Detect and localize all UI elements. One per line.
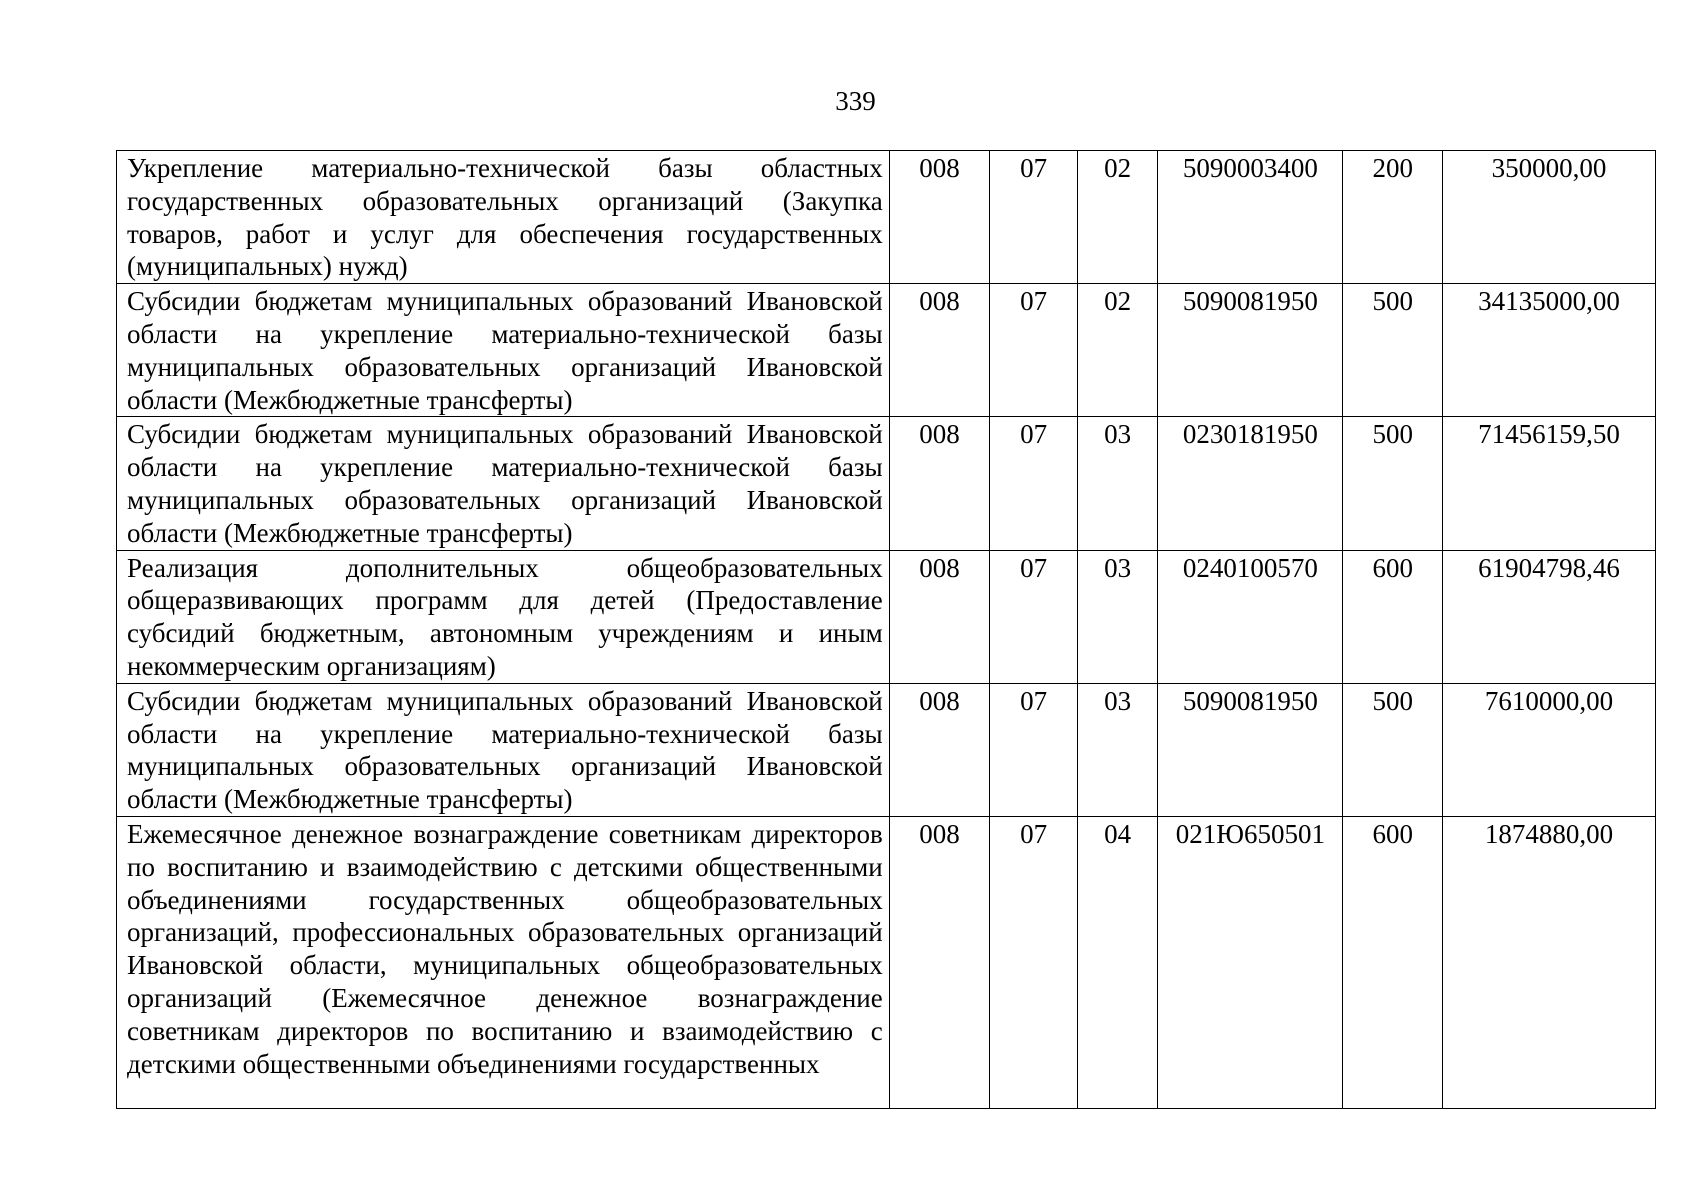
row-section-code: 07 — [990, 816, 1078, 1108]
row-ministry-code: 008 — [889, 683, 990, 816]
table-row — [117, 284, 1656, 417]
row-subsection-code: 03 — [1078, 550, 1158, 683]
row-section-code: 07 — [990, 417, 1078, 550]
table-row — [117, 151, 1656, 284]
row-section-code: 07 — [990, 151, 1078, 284]
row-section-code: 07 — [990, 284, 1078, 417]
row-amount: 7610000,00 — [1442, 683, 1655, 816]
row-expense-type: 500 — [1343, 683, 1443, 816]
row-ministry-code: 008 — [889, 417, 990, 550]
row-subsection-code: 03 — [1078, 683, 1158, 816]
row-target-article: 0240100570 — [1158, 550, 1343, 683]
row-section-code: 07 — [990, 683, 1078, 816]
row-subsection-code: 02 — [1078, 284, 1158, 417]
row-ministry-code: 008 — [889, 284, 990, 417]
row-expense-type: 500 — [1343, 284, 1443, 417]
row-expense-type: 600 — [1343, 550, 1443, 683]
page-number — [0, 86, 1697, 116]
row-subsection-code: 02 — [1078, 151, 1158, 284]
row-amount: 61904798,46 — [1442, 550, 1655, 683]
row-target-article: 5090081950 — [1158, 284, 1343, 417]
table-row — [117, 417, 1656, 550]
row-expense-type: 600 — [1343, 816, 1443, 1108]
page-number-text: 339 — [835, 86, 876, 116]
table-row — [117, 683, 1656, 816]
row-target-article: 5090003400 — [1158, 151, 1343, 284]
row-expense-type: 500 — [1343, 417, 1443, 550]
row-description: Ежемесячное денежное вознаграждение советникам директоров по воспитанию и взаимодействию с детскими общественными объединениями государственных общеобразовательных организаций, профессиональных образовательных организаций Ивановской области, муниципальных общеобразовательных организаций (Ежемесячное денежное вознаграждение советникам директоров по воспитанию и взаимодействию с детскими общественными объединениями государственных — [117, 816, 890, 1108]
row-ministry-code: 008 — [889, 816, 990, 1108]
row-target-article: 5090081950 — [1158, 683, 1343, 816]
row-amount: 34135000,00 — [1442, 284, 1655, 417]
row-ministry-code: 008 — [889, 151, 990, 284]
row-amount: 350000,00 — [1442, 151, 1655, 284]
row-subsection-code: 03 — [1078, 417, 1158, 550]
row-description: Субсидии бюджетам муниципальных образований Ивановской области на укрепление материально-технической базы муниципальных образовательных организаций Ивановской области (Межбюджетные трансферты) — [117, 683, 890, 816]
row-amount: 1874880,00 — [1442, 816, 1655, 1108]
row-description: Субсидии бюджетам муниципальных образований Ивановской области на укрепление материально-технической базы муниципальных образовательных организаций Ивановской области (Межбюджетные трансферты) — [117, 417, 890, 550]
row-description: Субсидии бюджетам муниципальных образований Ивановской области на укрепление материально-технической базы муниципальных образовательных организаций Ивановской области (Межбюджетные трансферты) — [117, 284, 890, 417]
budget-table — [116, 150, 1656, 1109]
row-ministry-code: 008 — [889, 550, 990, 683]
row-target-article: 021Ю650501 — [1158, 816, 1343, 1108]
row-target-article: 0230181950 — [1158, 417, 1343, 550]
row-amount: 71456159,50 — [1442, 417, 1655, 550]
row-subsection-code: 04 — [1078, 816, 1158, 1108]
row-description: Укрепление материально-технической базы областных государственных образовательных организаций (Закупка товаров, работ и услуг для обеспечения государственных (муниципальных) нужд) — [117, 151, 890, 284]
table-row — [117, 816, 1656, 1108]
row-expense-type: 200 — [1343, 151, 1443, 284]
table-row — [117, 550, 1656, 683]
row-description: Реализация дополнительных общеобразовательных общеразвивающих программ для детей (Предоставление субсидий бюджетным, автономным учреждениям и иным некоммерческим организациям) — [117, 550, 890, 683]
row-section-code: 07 — [990, 550, 1078, 683]
